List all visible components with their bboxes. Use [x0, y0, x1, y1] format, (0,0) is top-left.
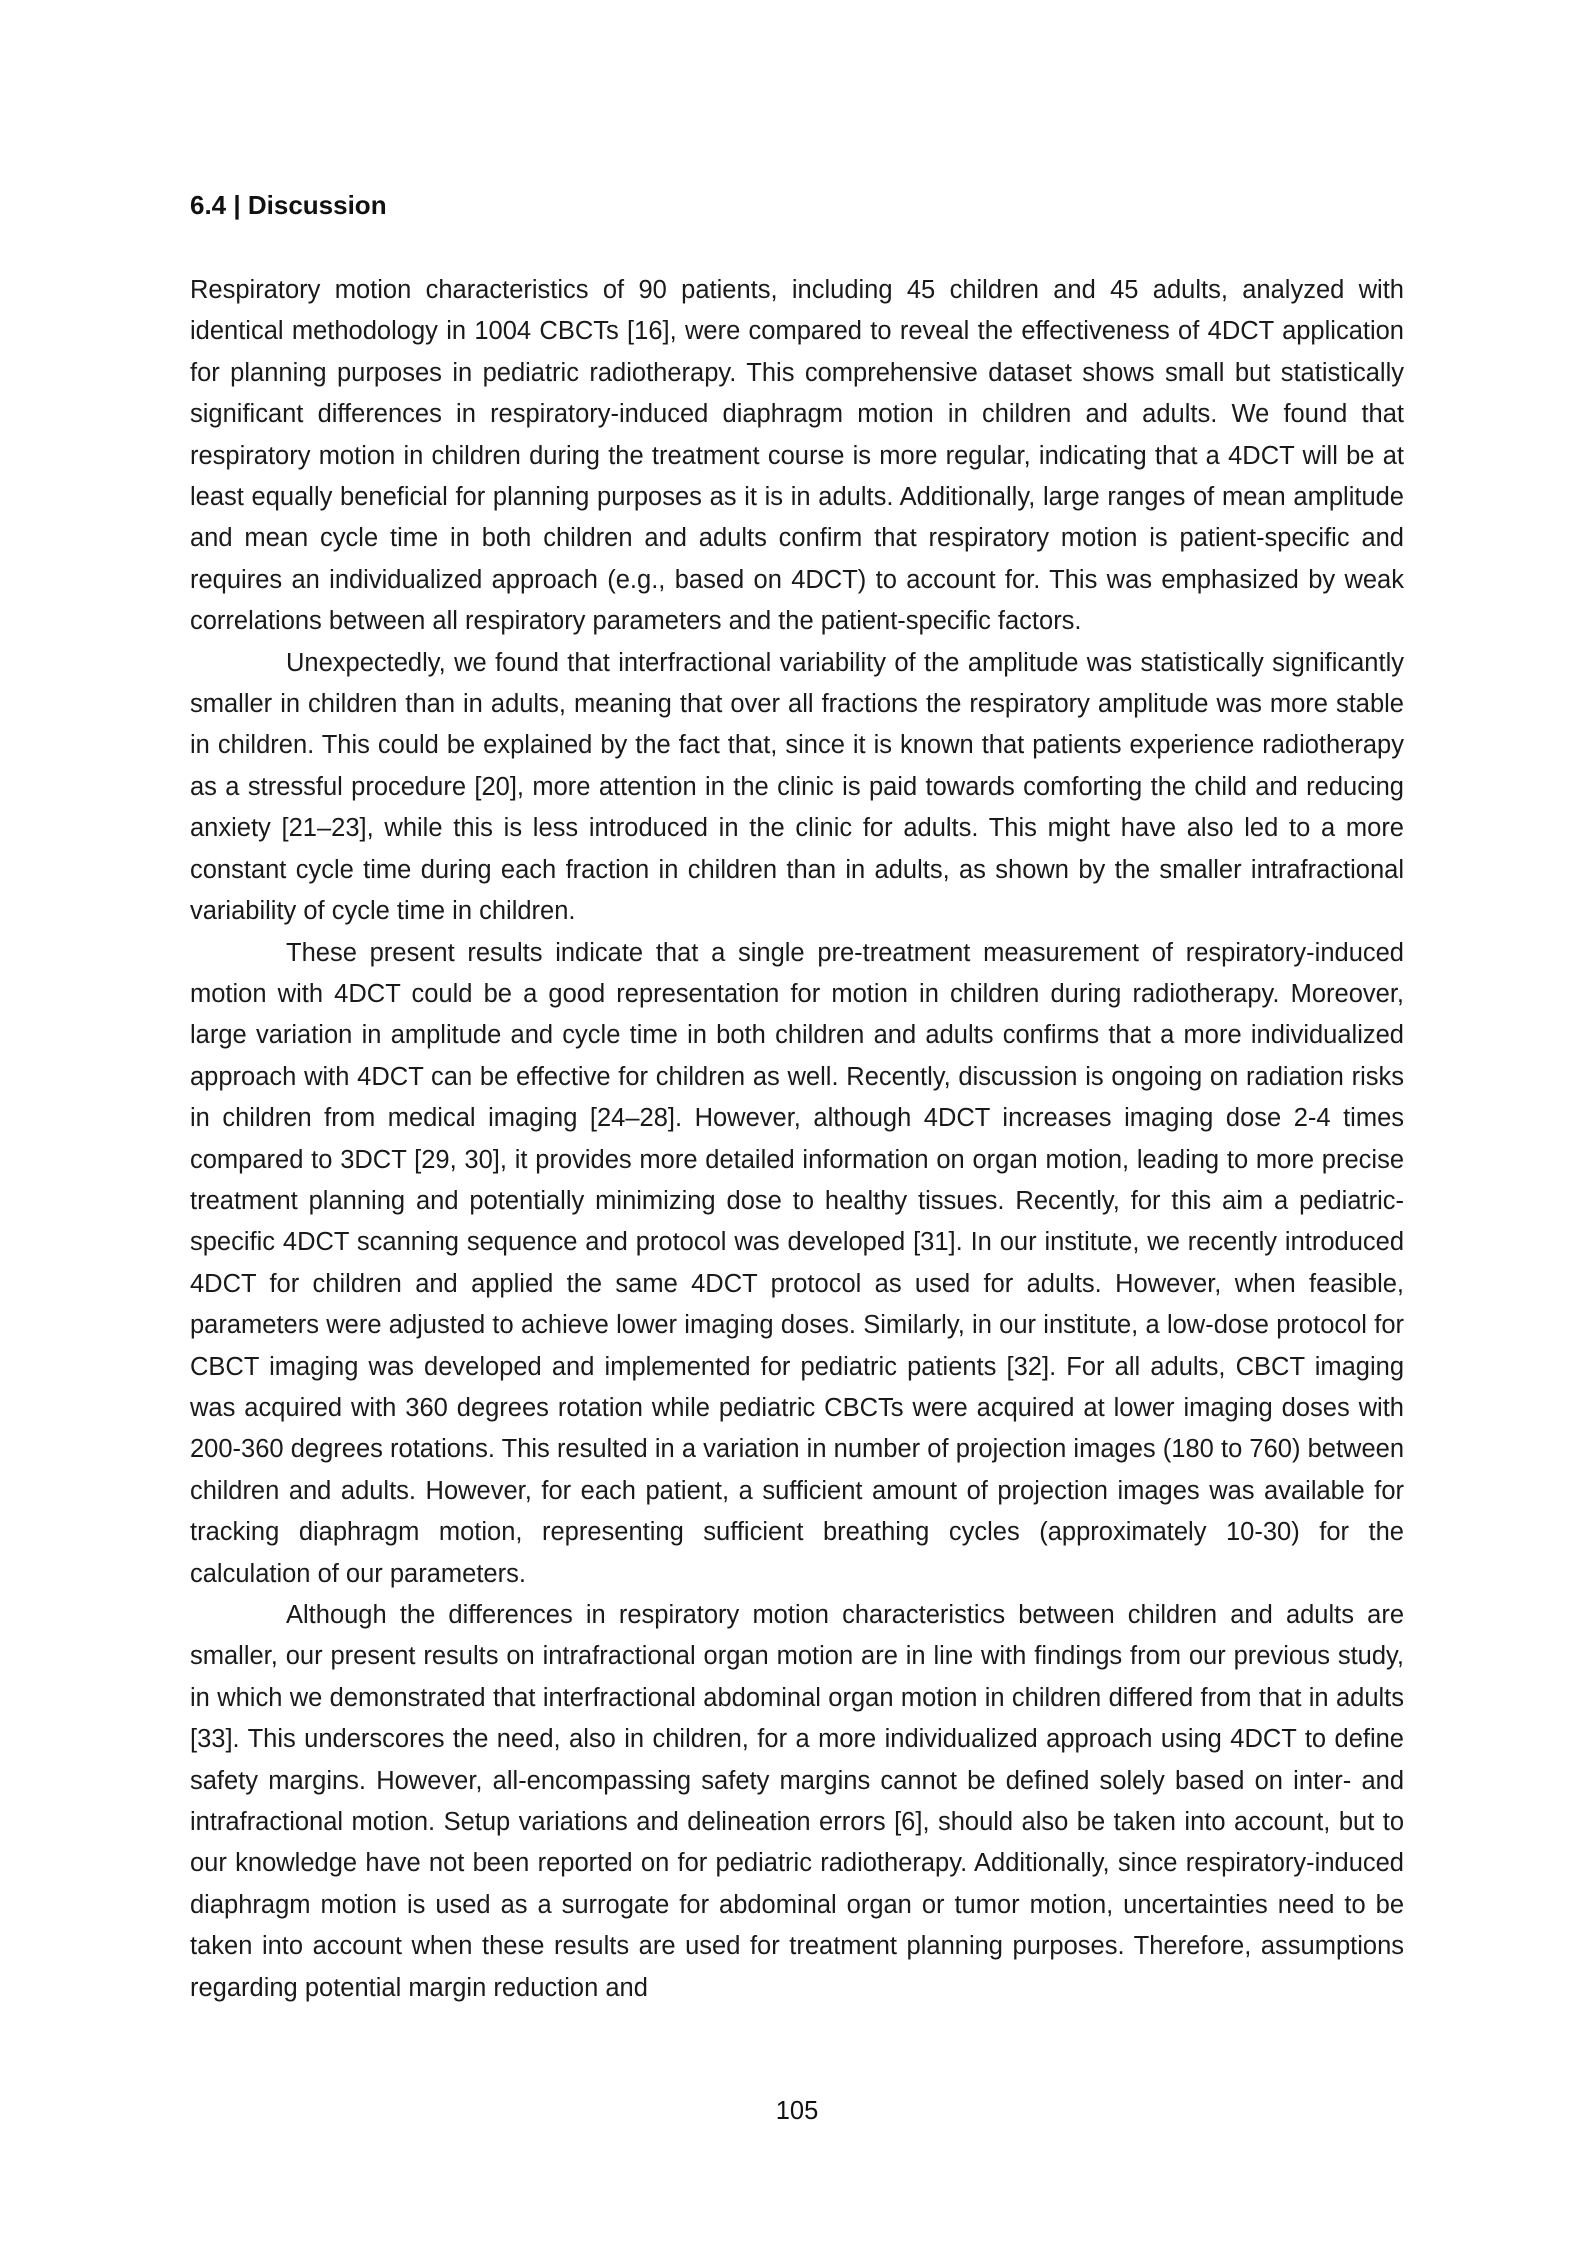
page-number: 105 — [775, 2097, 819, 2125]
paragraph-2: Unexpectedly, we found that interfractional variability of the amplitude was statistically significantly smaller in children than in adults, meaning that over all fractions the respiratory amplitude was more stable in children. This could be explained by the fact that, since it is known that patients experience radiotherapy as a stressful procedure [20], more attention in the clinic is paid towards comforting the child and reducing anxiety [21–23], while this is less introduced in the clinic for adults. This might have also led to a more constant cycle time during each fraction in children than in adults, as shown by the smaller intrafractional variability of cycle time in children. — [190, 648, 1404, 926]
discussion-body — [190, 270, 1404, 2009]
section-heading: 6.4 | Discussion — [190, 190, 387, 220]
paragraph-1: Respiratory motion characteristics of 90 patients, including 45 children and 45 adults, analyzed with identical methodology in 1004 CBCTs [16], were compared to reveal the effectiveness of 4DCT application for planning purposes in pediatric radiotherapy. This comprehensive dataset shows small but statistically significant differences in respiratory-induced diaphragm motion in children and adults. We found that respiratory motion in children during the treatment course is more regular, indicating that a 4DCT will be at least equally beneficial for planning purposes as it is in adults. Additionally, large ranges of mean amplitude and mean cycle time in both children and adults confirm that respiratory motion is patient-specific and requires an individualized approach (e.g., based on 4DCT) to account for. This was emphasized by weak correlations between all respiratory parameters and the patient-specific factors. — [190, 276, 1404, 636]
paragraph-4: Although the differences in respiratory motion characteristics between children and adults are smaller, our present results on intrafractional organ motion are in line with findings from our previous study, in which we demonstrated that interfractional abdominal organ motion in children differed from that in adults [33]. This underscores the need, also in children, for a more individualized approach using 4DCT to define safety margins. However, all-encompassing safety margins cannot be defined solely based on inter- and intrafractional motion. Setup variations and delineation errors [6], should also be taken into account, but to our knowledge have not been reported on for pediatric radiotherapy. Additionally, since respiratory-induced diaphragm motion is used as a surrogate for abdominal organ or tumor motion, uncertainties need to be taken into account when these results are used for treatment planning purposes. Therefore, assumptions regarding potential margin reduction and — [190, 1601, 1404, 2002]
paragraph-3: These present results indicate that a single pre-treatment measurement of respiratory-induced motion with 4DCT could be a good representation for motion in children during radiotherapy. Moreover, large variation in amplitude and cycle time in both children and adults confirms that a more individualized approach with 4DCT can be effective for children as well. Recently, discussion is ongoing on radiation risks in children from medical imaging [24–28]. However, although 4DCT increases imaging dose 2-4 times compared to 3DCT [29, 30], it provides more detailed information on organ motion, leading to more precise treatment planning and potentially minimizing dose to healthy tissues. Recently, for this aim a pediatric-specific 4DCT scanning sequence and protocol was developed [31]. In our institute, we recently introduced 4DCT for children and applied the same 4DCT protocol as used for adults. However, when feasible, parameters were adjusted to achieve lower imaging doses. Similarly, in our institute, a low-dose protocol for CBCT imaging was developed and implemented for pediatric patients [32]. For all adults, CBCT imaging was acquired with 360 degrees rotation while pediatric CBCTs were acquired at lower imaging doses with 200-360 degrees rotations. This resulted in a variation in number of projection images (180 to 760) between children and adults. However, for each patient, a sufficient amount of projection images was available for tracking diaphragm motion, representing sufficient breathing cycles (approximately 10-30) for the calculation of our parameters. — [190, 938, 1404, 1588]
